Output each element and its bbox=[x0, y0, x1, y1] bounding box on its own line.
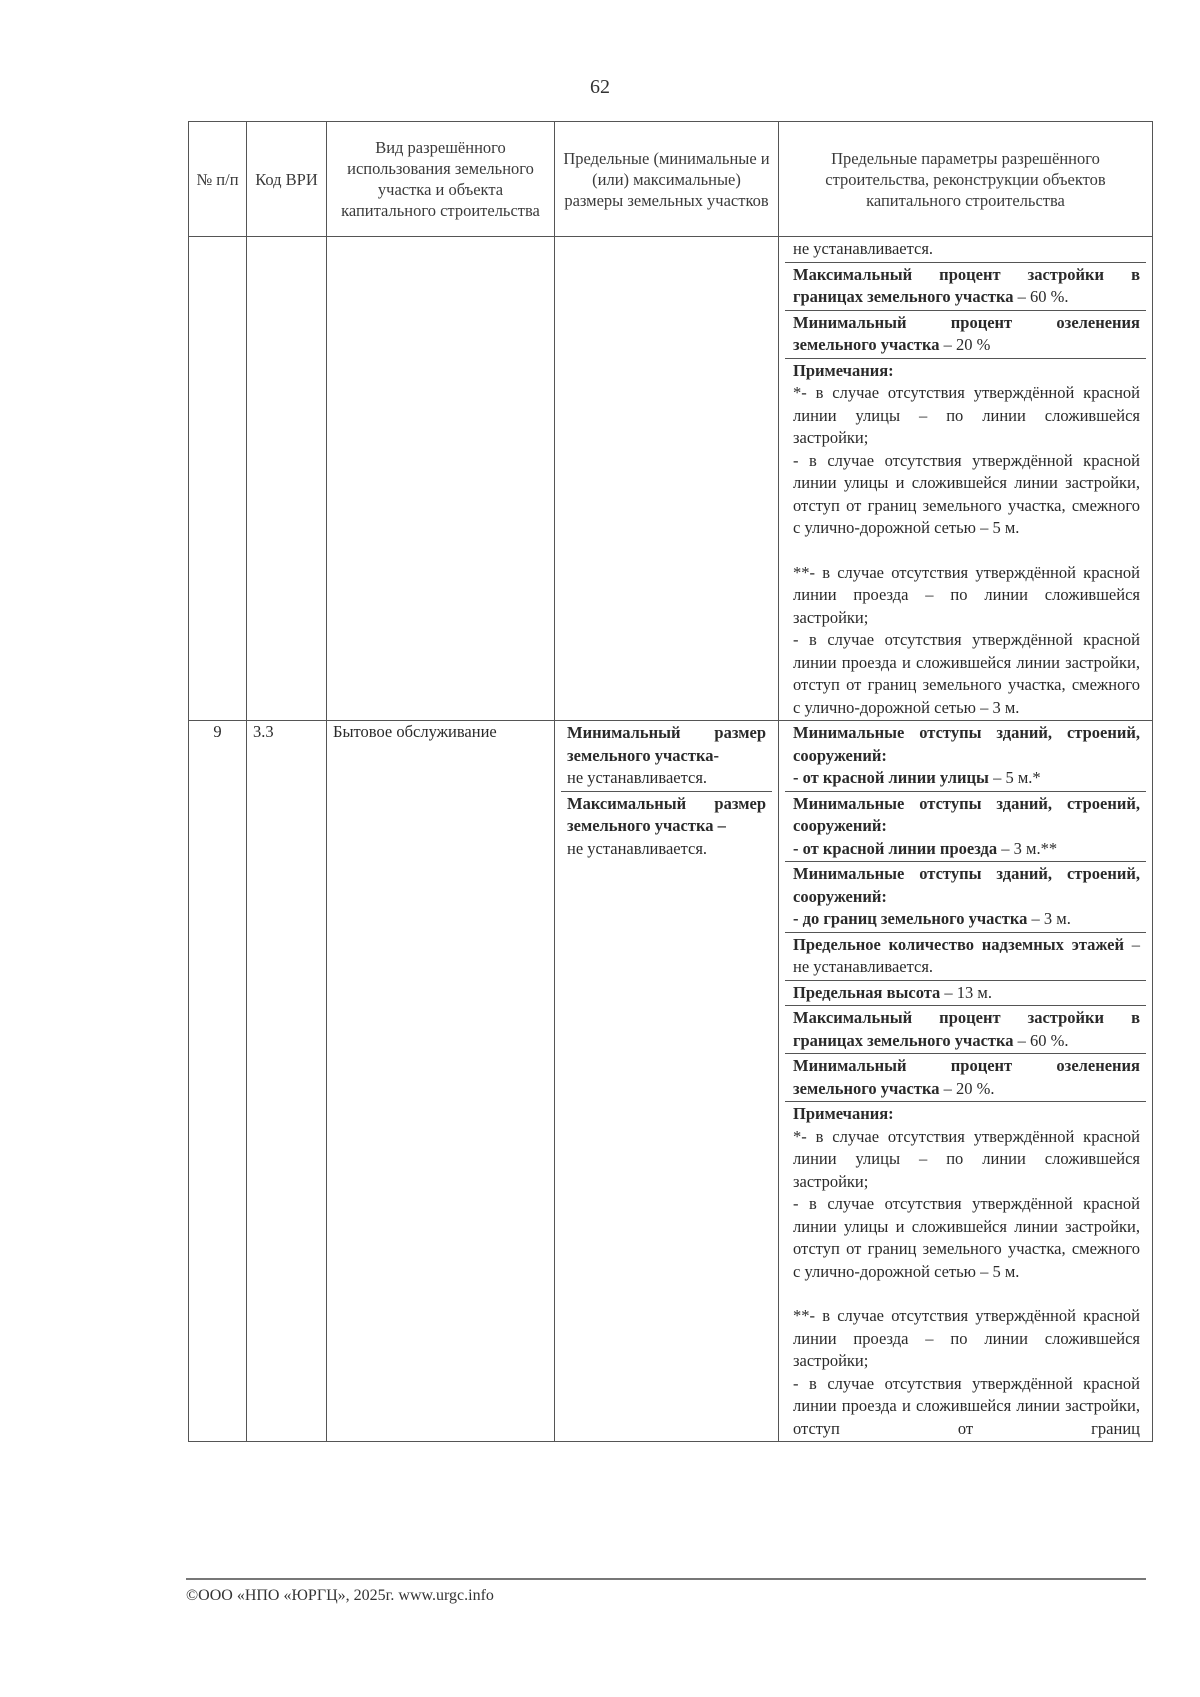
page-number: 62 bbox=[590, 76, 610, 98]
param-label: Минимальный процент озеленения земельного участка bbox=[793, 1056, 1140, 1098]
param-item bbox=[785, 311, 1146, 359]
footer-divider bbox=[186, 1578, 1146, 1580]
param-item bbox=[785, 1006, 1146, 1054]
param-sublabel: - от красной линии проезда bbox=[793, 838, 998, 858]
note-text: - в случае отсутствия утверждённой красной линии проезда и сложившейся линии застройки, отступ от границ земельного участка, смежного с улично-дорожной сетью – 3 м. bbox=[793, 630, 1140, 717]
note-text: *- в случае отсутствия утверждённой красной линии улицы – по линии сложившейся застройки; bbox=[793, 383, 1140, 447]
param-value: – 60 %. bbox=[1013, 287, 1069, 306]
param-item bbox=[785, 981, 1146, 1007]
cell-use-type: Бытовое обслуживание bbox=[327, 721, 555, 1442]
param-item bbox=[785, 933, 1146, 981]
cell-number: 9 bbox=[189, 721, 247, 1442]
param-value: – 3 м. bbox=[1027, 909, 1071, 928]
note-text: *- в случае отсутствия утверждённой красной линии улицы – по линии сложившейся застройки; bbox=[793, 1126, 1140, 1191]
param-sublabel: - до границ земельного участка bbox=[793, 909, 1028, 928]
footer-copyright: ©ООО «НПО «ЮРГЦ», 2025г. www.urgc.info bbox=[186, 1587, 494, 1604]
cell-construction-params bbox=[779, 721, 1153, 1442]
notes-title: Примечания: bbox=[793, 1104, 894, 1123]
note-text: - в случае отсутствия утверждённой красной линии проезда и сложившейся линии застройки, отступ от границ bbox=[793, 1373, 1140, 1438]
size-value: не устанавливается. bbox=[567, 768, 708, 787]
param-item bbox=[785, 1054, 1146, 1102]
cell-code: 3.3 bbox=[247, 721, 327, 1442]
notes-block bbox=[785, 1102, 1146, 1441]
header-number: № п/п bbox=[189, 122, 247, 237]
size-item bbox=[561, 792, 772, 862]
size-value: не устанавливается. bbox=[567, 838, 708, 858]
note-text: - в случае отсутствия утверждённой красной линии улицы и сложившейся линии застройки, отступ от границ земельного участка, смежного с улично-дорожной сетью – 5 м. bbox=[793, 1194, 1140, 1281]
table-row-continuation bbox=[189, 237, 1153, 721]
param-value: – 20 % bbox=[939, 335, 991, 354]
param-label: Минимальные отступы зданий, строений, сооружений: bbox=[793, 793, 1140, 835]
notes-block bbox=[785, 359, 1146, 721]
note-text: - в случае отсутствия утверждённой красной линии улицы и сложившейся линии застройки, отступ от границ земельного участка, смежного с улично-дорожной сетью – 5 м. bbox=[793, 450, 1140, 537]
param-item bbox=[785, 237, 1146, 263]
cell-code bbox=[247, 237, 327, 721]
param-label: Максимальный процент застройки в границах земельного участка bbox=[793, 264, 1140, 306]
param-label: Максимальный процент застройки в границах земельного участка bbox=[793, 1008, 1140, 1050]
param-label: Минимальный процент озеленения земельного участка bbox=[793, 312, 1140, 354]
header-code: Код ВРИ bbox=[247, 122, 327, 237]
param-label: Предельная высота bbox=[793, 982, 941, 1002]
param-value: – 3 м.** bbox=[997, 838, 1058, 858]
param-label: Минимальные отступы зданий, строений, сооружений: bbox=[793, 864, 1140, 906]
cell-plot-sizes bbox=[555, 721, 779, 1442]
param-item bbox=[785, 862, 1146, 933]
cell-construction-params bbox=[779, 237, 1153, 721]
table-header-row bbox=[189, 122, 1153, 237]
size-item bbox=[561, 721, 772, 792]
param-value: – 13 м. bbox=[940, 982, 992, 1002]
header-construction-params: Предельные параметры разрешённого строительства, реконструкции объектов капитального строительства bbox=[779, 122, 1153, 237]
param-value: – 20 %. bbox=[939, 1078, 995, 1098]
param-label: Минимальные отступы зданий, строений, сооружений: bbox=[793, 723, 1140, 765]
param-value: – не устанавливается. bbox=[793, 934, 1140, 976]
regulations-table bbox=[188, 121, 1153, 1442]
param-value: – 60 %. bbox=[1013, 1030, 1069, 1050]
param-value: – 5 м.* bbox=[988, 768, 1041, 787]
param-sublabel: - от красной линии улицы bbox=[793, 768, 989, 787]
note-text: **- в случае отсутствия утверждённой красной линии проезда – по линии сложившейся застройки; bbox=[793, 1306, 1140, 1370]
table-row-9 bbox=[189, 721, 1153, 1442]
header-plot-sizes: Предельные (минимальные и (или) максимальные) размеры земельных участков bbox=[555, 122, 779, 237]
param-item bbox=[785, 721, 1146, 792]
param-text: не устанавливается. bbox=[793, 239, 934, 258]
header-use-type: Вид разрешённого использования земельного участка и объекта капитального строительства bbox=[327, 122, 555, 237]
cell-number bbox=[189, 237, 247, 721]
size-label: Минимальный размер земельного участка- bbox=[567, 723, 766, 765]
notes-title: Примечания: bbox=[793, 360, 894, 380]
note-text: **- в случае отсутствия утверждённой красной линии проезда – по линии сложившейся застройки; bbox=[793, 562, 1140, 627]
param-label: Предельное количество надземных этажей bbox=[793, 934, 1124, 954]
param-item bbox=[785, 792, 1146, 863]
cell-use-type bbox=[327, 237, 555, 721]
cell-plot-sizes bbox=[555, 237, 779, 721]
param-item bbox=[785, 263, 1146, 311]
size-label: Максимальный размер земельного участка – bbox=[567, 793, 766, 835]
